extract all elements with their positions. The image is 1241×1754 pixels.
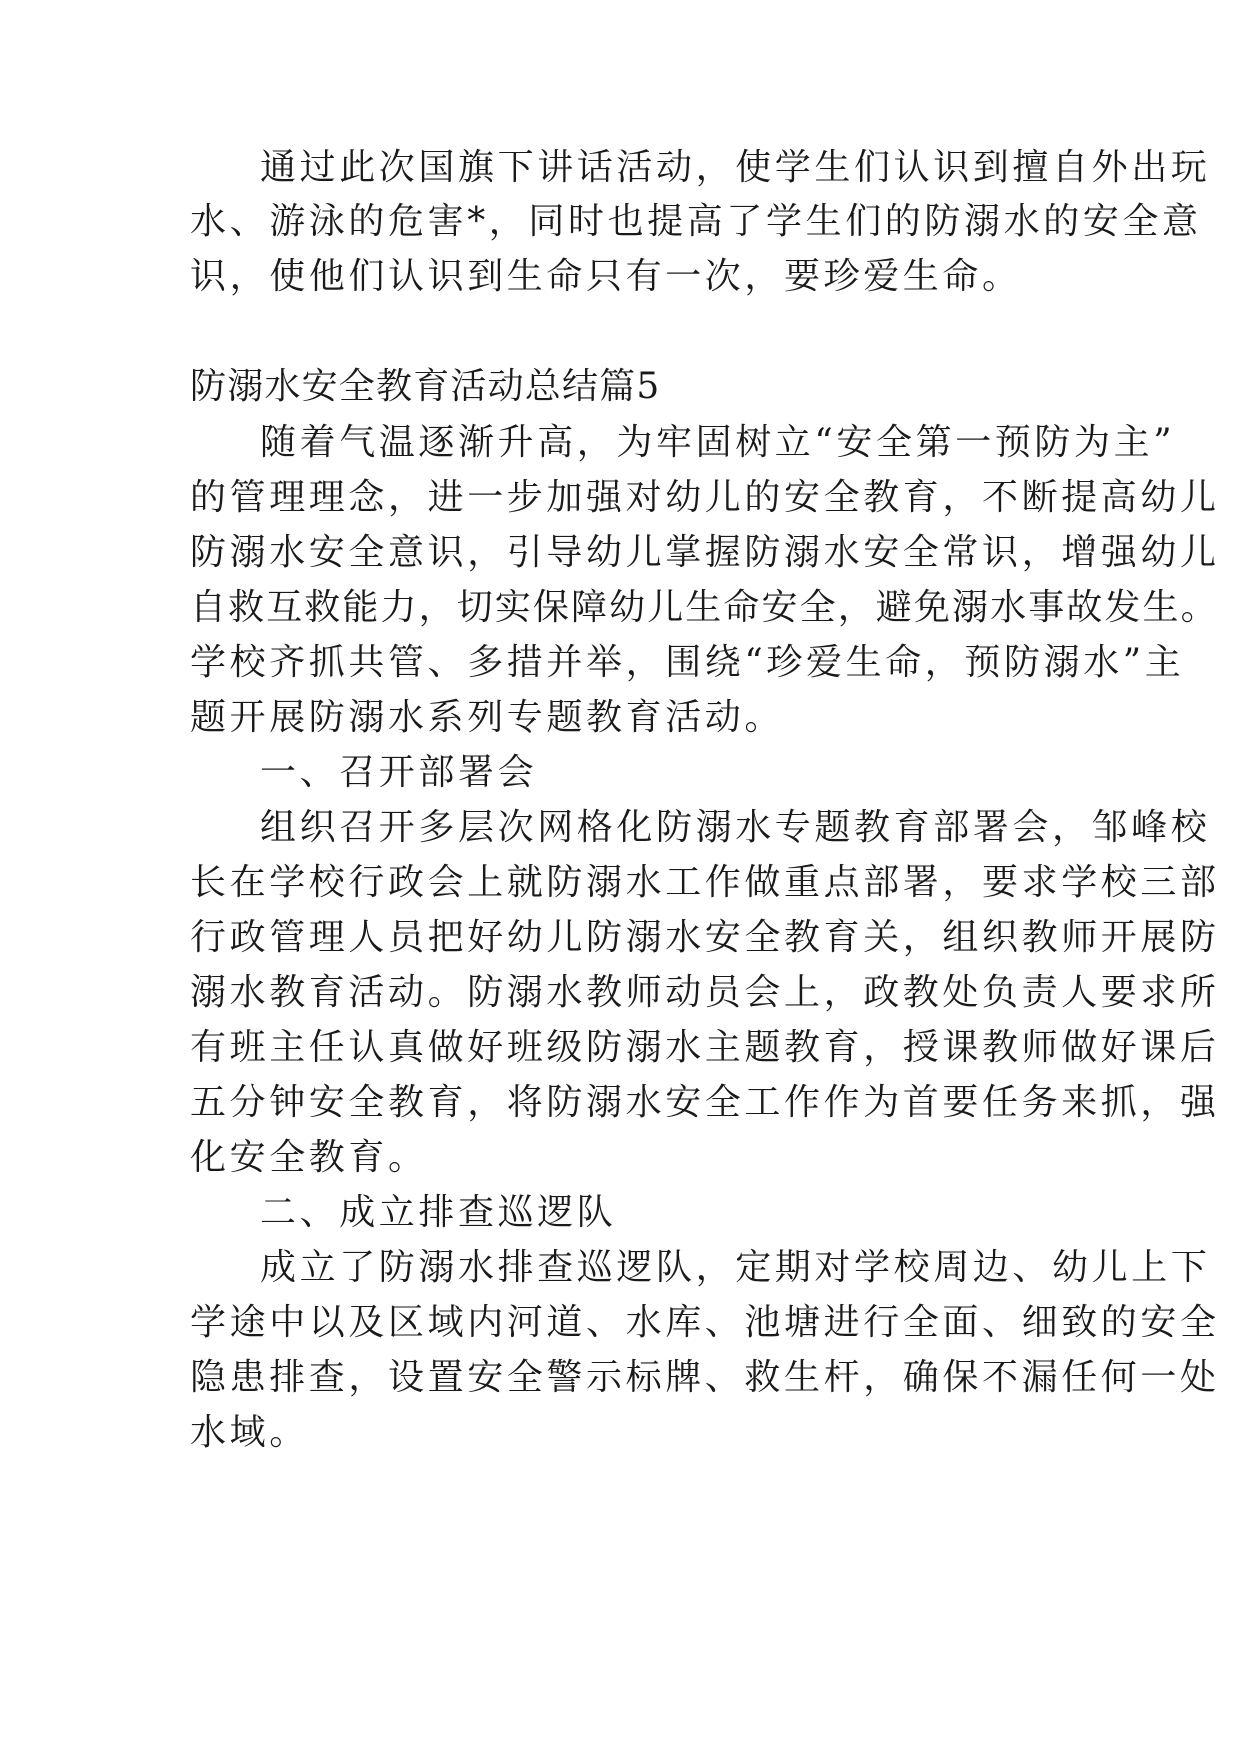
p2-line-2: 长在学校行政会上就防溺水工作做重点部署，要求学校三部 [190,862,1220,903]
intro-line-2: 水、游泳的危害*，同时也提高了学生们的防溺水的安全意 [190,201,1202,242]
intro-line-3: 识，使他们认识到生命只有一次，要珍爱生命。 [190,256,1022,297]
p3-line-4: 水域。 [190,1412,309,1453]
p3-line-3: 隐患排查，设置安全警示标牌、救生杆，确保不漏任何一处 [190,1357,1220,1398]
p1-line-5: 学校齐抓共管、多措并举，围绕“珍爱生命，预防溺水”主 [190,642,1185,683]
p1-line-6: 题开展防溺水系列专题教育活动。 [190,697,785,738]
p1-line-4: 自救互救能力，切实保障幼儿生命安全，避免溺水事故发生。 [190,587,1219,628]
subheading-1: 一、召开部署会 [260,752,538,793]
p3-line-1: 成立了防溺水排查巡逻队，定期对学校周边、幼儿上下 [260,1247,1211,1288]
p2-line-1: 组织召开多层次网格化防溺水专题教育部署会，邹峰校 [260,807,1211,848]
p2-line-6: 五分钟安全教育，将防溺水安全工作作为首要任务来抓，强 [190,1082,1220,1123]
subheading-2: 二、成立排查巡逻队 [260,1192,617,1233]
p2-line-4: 溺水教育活动。防溺水教师动员会上，政教处负责人要求所 [190,972,1220,1013]
p1-line-1: 随着气温逐渐升高，为牢固树立“安全第一预防为主” [260,422,1176,463]
p3-line-2: 学途中以及区域内河道、水库、池塘进行全面、细致的安全 [190,1302,1220,1343]
p2-line-7: 化安全教育。 [190,1137,428,1178]
p2-line-3: 行政管理人员把好幼儿防溺水安全教育关，组织教师开展防 [190,917,1220,958]
p2-line-5: 有班主任认真做好班级防溺水主题教育，授课教师做好课后 [190,1027,1220,1068]
section-title: 防溺水安全教育活动总结篇5 [190,366,661,407]
p1-line-2: 的管理理念，进一步加强对幼儿的安全教育，不断提高幼儿 [190,477,1220,518]
intro-line-1: 通过此次国旗下讲话活动，使学生们认识到擅自外出玩 [260,147,1211,188]
p1-line-3: 防溺水安全意识，引导幼儿掌握防溺水安全常识，增强幼儿 [190,532,1220,573]
